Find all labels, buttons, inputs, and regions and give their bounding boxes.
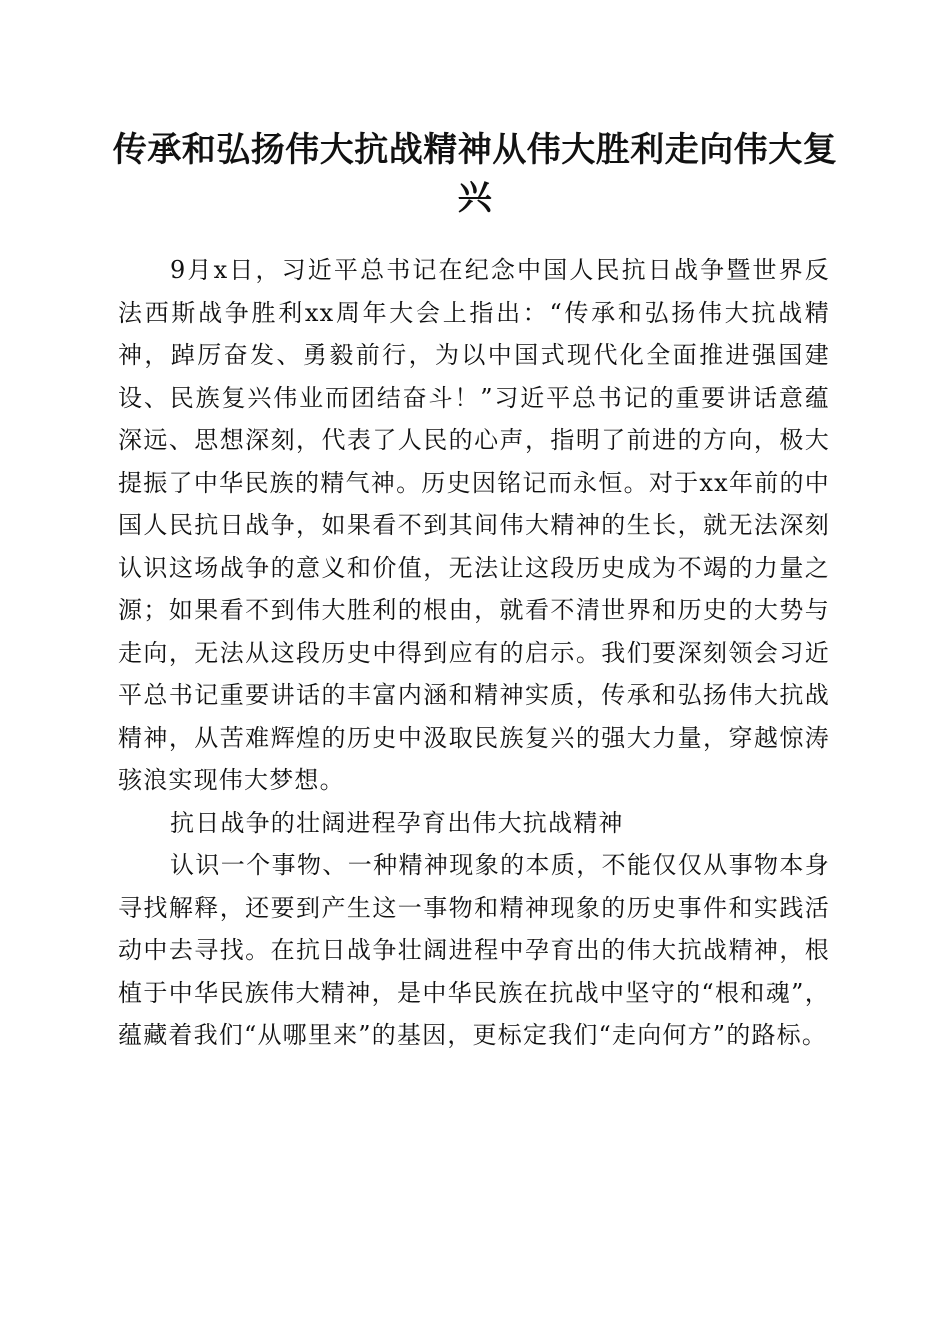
section-paragraph: 认识一个事物、一种精神现象的本质，不能仅仅从事物本身寻找解释，还要到产生这一事物和精神现象的历史事件和实践活动中去寻找。在抗日战争壮阔进程中孕育出的伟大抗战精神，根植于中华民族伟大精神，是中华民族在抗战中坚守的“根和魂”，蕴藏着我们“从哪里来”的基因，更标定我们“走向何方”的路标。 [118, 851, 830, 1049]
document-body [118, 249, 830, 1057]
document-title: 传承和弘扬伟大抗战精神从伟大胜利走向伟大复兴 [112, 130, 838, 218]
section-heading: 抗日战争的壮阔进程孕育出伟大抗战精神 [170, 808, 624, 837]
intro-paragraph: 9月x日，习近平总书记在纪念中国人民抗日战争暨世界反法西斯战争胜利xx周年大会上指出：“传承和弘扬伟大抗战精神，踔厉奋发、勇毅前行，为以中国式现代化全面推进强国建设、民族复兴伟业而团结奋斗！”习近平总书记的重要讲话意蕴深远、思想深刻，代表了人民的心声，指明了前进的方向，极大提振了中华民族的精气神。历史因铭记而永恒。对于xx年前的中国人民抗日战争，如果看不到其间伟大精神的生长，就无法深刻认识这场战争的意义和价值，无法让这段历史成为不竭的力量之源；如果看不到伟大胜利的根由，就看不清世界和历史的大势与走向，无法从这段历史中得到应有的启示。我们要深刻领会习近平总书记重要讲话的丰富内涵和精神实质，传承和弘扬伟大抗战精神，从苦难辉煌的历史中汲取民族复兴的强大力量，穿越惊涛骇浪实现伟大梦想。 [118, 256, 830, 794]
